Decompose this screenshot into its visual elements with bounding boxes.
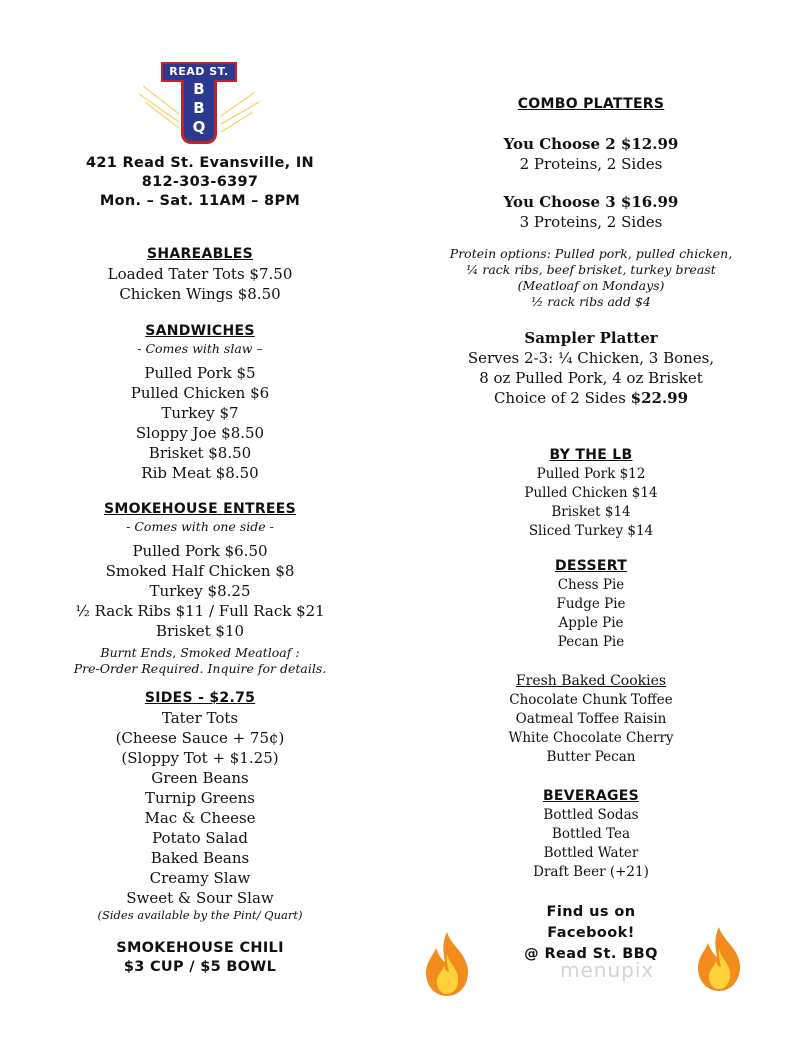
menu-item: Turkey $7: [161, 404, 239, 422]
menu-item: Mac & Cheese: [144, 809, 256, 827]
left-column: [60, 56, 340, 977]
menupix-watermark: menupix: [560, 958, 655, 982]
read-st-bbq-logo: [135, 56, 265, 148]
menu-item: Pulled Pork $5: [144, 364, 256, 382]
menu-item: Turnip Greens: [145, 789, 255, 807]
menu-item: Sloppy Joe $8.50: [135, 424, 265, 442]
menu-item: Bottled Tea: [551, 826, 631, 842]
protein-options-note: Protein options: Pulled pork, pulled chicken,: [449, 246, 733, 261]
logo-letter: B: [193, 80, 205, 98]
sampler-detail: 8 oz Pulled Pork, 4 oz Brisket: [479, 369, 703, 387]
address: 421 Read St. Evansville, IN: [86, 155, 314, 171]
protein-options-note: ½ rack ribs add $4: [531, 294, 651, 309]
flame-icon: [418, 930, 476, 998]
menu-item: Brisket $8.50: [148, 444, 252, 462]
logo-letters: [181, 80, 217, 144]
bylb-heading: BY THE LB: [549, 447, 633, 463]
sampler-detail: [430, 388, 752, 408]
menu-item: Chocolate Chunk Toffee: [509, 692, 673, 708]
phone: 812-303-6397: [141, 174, 259, 190]
menu-item: Oatmeal Toffee Raisin: [515, 711, 667, 727]
logo-letter: B: [193, 99, 205, 117]
menu-item: Smoked Half Chicken $8: [105, 562, 295, 580]
menu-item: Sweet & Sour Slaw: [126, 889, 274, 907]
facebook-handle: @ Read St. BBQ: [524, 946, 658, 962]
flame-icon: [690, 925, 748, 993]
menu-item: Bottled Sodas: [543, 807, 639, 823]
menu-item: Loaded Tater Tots $7.50: [107, 265, 293, 283]
sampler-detail: Serves 2-3: ¼ Chicken, 3 Bones,: [467, 349, 715, 367]
menu-item: Green Beans: [151, 769, 249, 787]
dessert-heading: DESSERT: [554, 558, 628, 574]
entrees-footnote: Pre-Order Required. Inquire for details.: [73, 661, 327, 676]
menu-item: (Sloppy Tot + $1.25): [121, 749, 279, 767]
hours: Mon. – Sat. 11AM – 8PM: [99, 193, 301, 209]
protein-options-note: (Meatloaf on Mondays): [517, 278, 665, 293]
menu-item: (Cheese Sauce + 75¢): [115, 729, 285, 747]
chili-heading: SMOKEHOUSE CHILI: [116, 940, 284, 956]
protein-options-note: ¼ rack ribs, beef brisket, turkey breast: [466, 262, 716, 277]
sampler-price: $22.99: [630, 389, 689, 407]
menu-item: Baked Beans: [150, 849, 250, 867]
menu-item: ½ Rack Ribs $11 / Full Rack $21: [75, 602, 325, 620]
sandwiches-heading: SANDWICHES: [145, 323, 255, 339]
menu-item: Rib Meat $8.50: [141, 464, 259, 482]
combo-choose-2-detail: 2 Proteins, 2 Sides: [519, 155, 663, 173]
shareables-heading: SHAREABLES: [146, 246, 254, 262]
menu-item: Tater Tots: [161, 709, 239, 727]
menu-item: Bottled Water: [543, 845, 639, 861]
facebook-cta: Find us on: [546, 904, 636, 920]
sides-heading: SIDES - $2.75: [144, 690, 256, 706]
combo-choose-3: You Choose 3 $16.99: [503, 193, 679, 211]
chili-price: $3 CUP / $5 BOWL: [123, 959, 277, 975]
menu-item: Draft Beer (+21): [533, 864, 649, 880]
menu-item: Sliced Turkey $14: [528, 523, 654, 539]
combo-choose-3-detail: 3 Proteins, 2 Sides: [519, 213, 663, 231]
beverages-heading: BEVERAGES: [542, 788, 640, 804]
right-column: [430, 95, 752, 965]
menu-item: Pulled Pork $6.50: [132, 542, 268, 560]
menu-item: Pulled Chicken $6: [130, 384, 270, 402]
entrees-note: - Comes with one side -: [126, 519, 274, 534]
menu-item: White Chocolate Cherry: [508, 730, 674, 746]
menu-item: Creamy Slaw: [149, 869, 251, 887]
sandwiches-note: - Comes with slaw –: [137, 341, 263, 356]
menu-item: Butter Pecan: [546, 749, 636, 765]
menu-item: Brisket $10: [155, 622, 245, 640]
entrees-heading: SMOKEHOUSE ENTREES: [103, 501, 297, 517]
menu-item: Apple Pie: [558, 615, 624, 631]
menu-item: Potato Salad: [152, 829, 248, 847]
entrees-footnote: Burnt Ends, Smoked Meatloaf :: [100, 645, 300, 660]
menu-item: Pulled Pork $12: [536, 466, 646, 482]
logo-letter: Q: [192, 118, 206, 136]
combo-heading: COMBO PLATTERS: [517, 96, 665, 112]
menu-item: Turkey $8.25: [149, 582, 251, 600]
logo-top-text: READ ST.: [161, 62, 237, 82]
facebook-cta: Facebook!: [547, 925, 635, 941]
combo-choose-2: You Choose 2 $12.99: [503, 135, 679, 153]
sampler-heading: Sampler Platter: [524, 329, 658, 347]
menu-item: Fudge Pie: [556, 596, 626, 612]
menu-item: Chicken Wings $8.50: [119, 285, 281, 303]
menu-item: Chess Pie: [557, 577, 625, 593]
menu-item: Pulled Chicken $14: [524, 485, 658, 501]
menu-item: Pecan Pie: [557, 634, 625, 650]
sides-note: (Sides available by the Pint/ Quart): [97, 908, 303, 922]
sampler-sides: Choice of 2 Sides: [493, 389, 631, 407]
cookies-heading: Fresh Baked Cookies: [515, 673, 667, 689]
menu-item: Brisket $14: [551, 504, 631, 520]
